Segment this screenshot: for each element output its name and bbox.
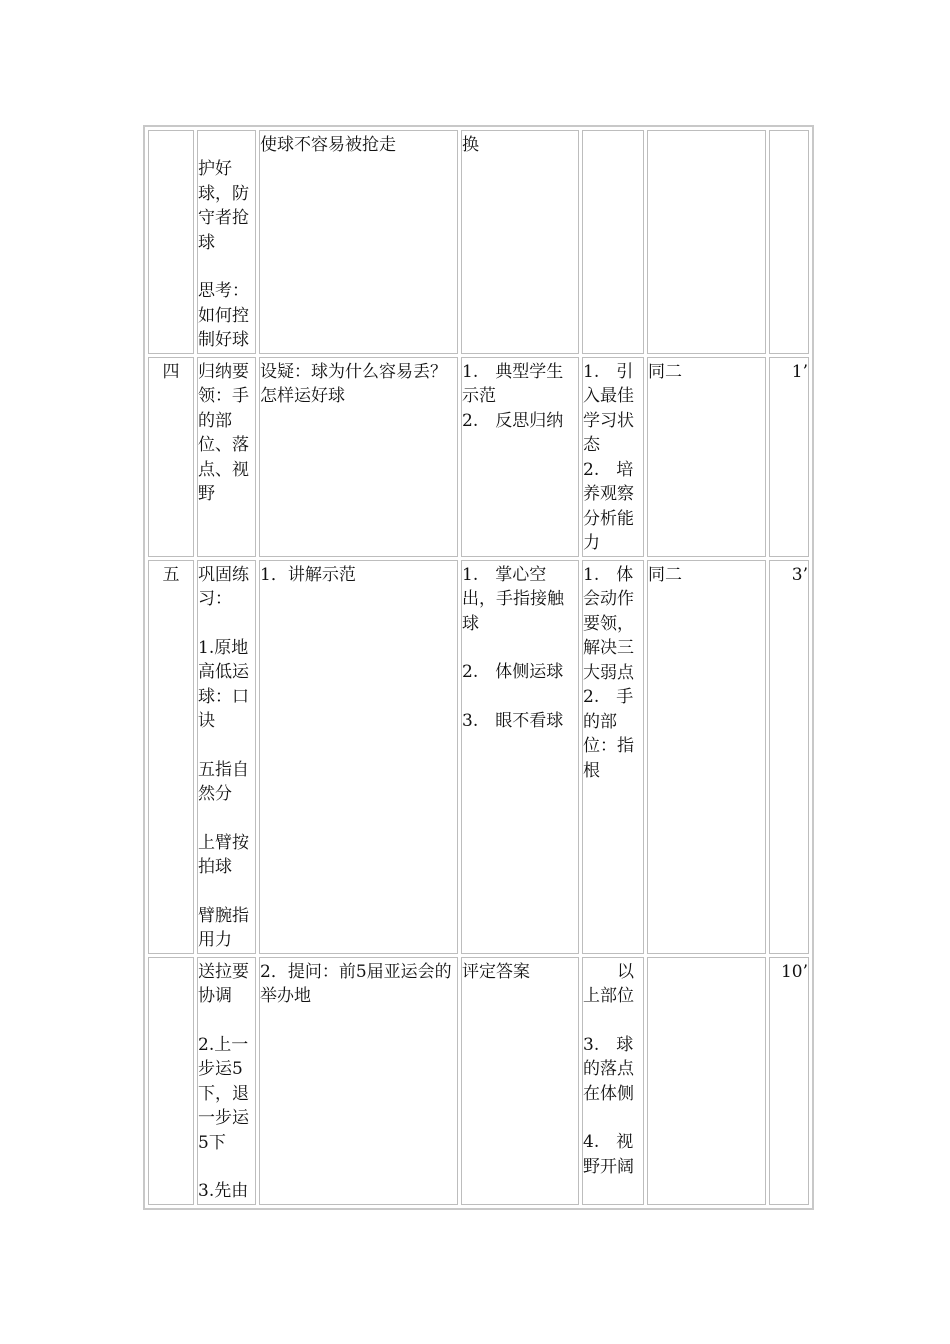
intent-cell <box>582 130 644 354</box>
intent-text: 3. 球的落点在体侧 <box>583 1034 634 1104</box>
content-cell <box>197 130 256 354</box>
content-text: 思考：如何控制好球 <box>198 281 249 350</box>
organization-cell <box>647 957 766 1205</box>
intent-text: 2. 手的部位：指根 <box>583 687 634 781</box>
teacher-text: 使球不容易被抢走 <box>260 135 396 155</box>
content-text: 臂腕指用力 <box>198 905 249 950</box>
teacher-activity-cell <box>259 957 458 1205</box>
content-text: 上臂按拍球 <box>198 832 249 877</box>
student-text: 2. 反思归纳 <box>462 410 564 431</box>
student-activity-cell <box>461 357 579 557</box>
organization-cell: 同二 <box>647 560 766 954</box>
student-text: 2. 体侧运球 <box>462 662 564 682</box>
content-cell <box>197 560 256 954</box>
table-row <box>148 130 809 354</box>
content-text: 1.原地高低运球：口诀 <box>198 637 249 731</box>
step-number-cell: 五 <box>148 560 194 954</box>
organization-cell <box>647 130 766 354</box>
content-text: 巩固练习： <box>198 564 249 609</box>
time-cell <box>769 130 809 354</box>
step-number-cell: 四 <box>148 357 194 557</box>
content-text: 送拉要协调 <box>198 961 249 1006</box>
student-text: 1. 典型学生示范 <box>462 361 564 406</box>
teacher-text: 1．讲解示范 <box>260 564 356 585</box>
intent-text: 以上部位 <box>583 961 634 1006</box>
intent-cell <box>582 957 644 1205</box>
student-text: 评定答案 <box>462 961 530 982</box>
student-text: 1. 掌心空出，手指接触球 <box>462 564 564 634</box>
intent-cell <box>582 357 644 557</box>
time-cell: 10’ <box>769 957 809 1205</box>
content-cell <box>197 357 256 557</box>
intent-text: 1. 体会动作要领，解决三大弱点 <box>583 564 634 683</box>
content-text: 五指自然分 <box>198 759 249 804</box>
teacher-activity-cell <box>259 130 458 354</box>
intent-text: 2. 培养观察分析能力 <box>583 459 634 553</box>
student-activity-cell <box>461 957 579 1205</box>
table-row <box>148 957 809 1205</box>
organization-cell: 同二 <box>647 357 766 557</box>
student-activity-cell <box>461 560 579 954</box>
step-number-cell <box>148 957 194 1205</box>
teacher-activity-cell <box>259 357 458 557</box>
intent-cell <box>582 560 644 954</box>
content-text: 3.先由 <box>198 1181 249 1201</box>
student-text: 3. 眼不看球 <box>462 710 564 731</box>
teacher-activity-cell <box>259 560 458 954</box>
time-cell: 3’ <box>769 560 809 954</box>
table-row <box>148 357 809 557</box>
lesson-plan-table <box>143 125 814 1210</box>
student-text: 换 <box>462 135 479 155</box>
step-number-cell <box>148 130 194 354</box>
student-activity-cell <box>461 130 579 354</box>
content-cell <box>197 957 256 1205</box>
teacher-text: 2．提问：前5届亚运会的举办地 <box>260 961 452 1006</box>
teacher-text: 设疑：球为什么容易丢？怎样运好球 <box>260 361 447 406</box>
time-cell: 1’ <box>769 357 809 557</box>
content-text: 归纳要领：手的部位、落点、视野 <box>198 361 249 504</box>
intent-text: 1. 引入最佳学习状态 <box>583 361 634 455</box>
table-row <box>148 560 809 954</box>
intent-text: 4. 视野开阔 <box>583 1132 634 1177</box>
content-text: 护好球，防守者抢球 <box>198 159 249 253</box>
content-text: 2.上一步运5下，退一步运5下 <box>198 1034 249 1153</box>
